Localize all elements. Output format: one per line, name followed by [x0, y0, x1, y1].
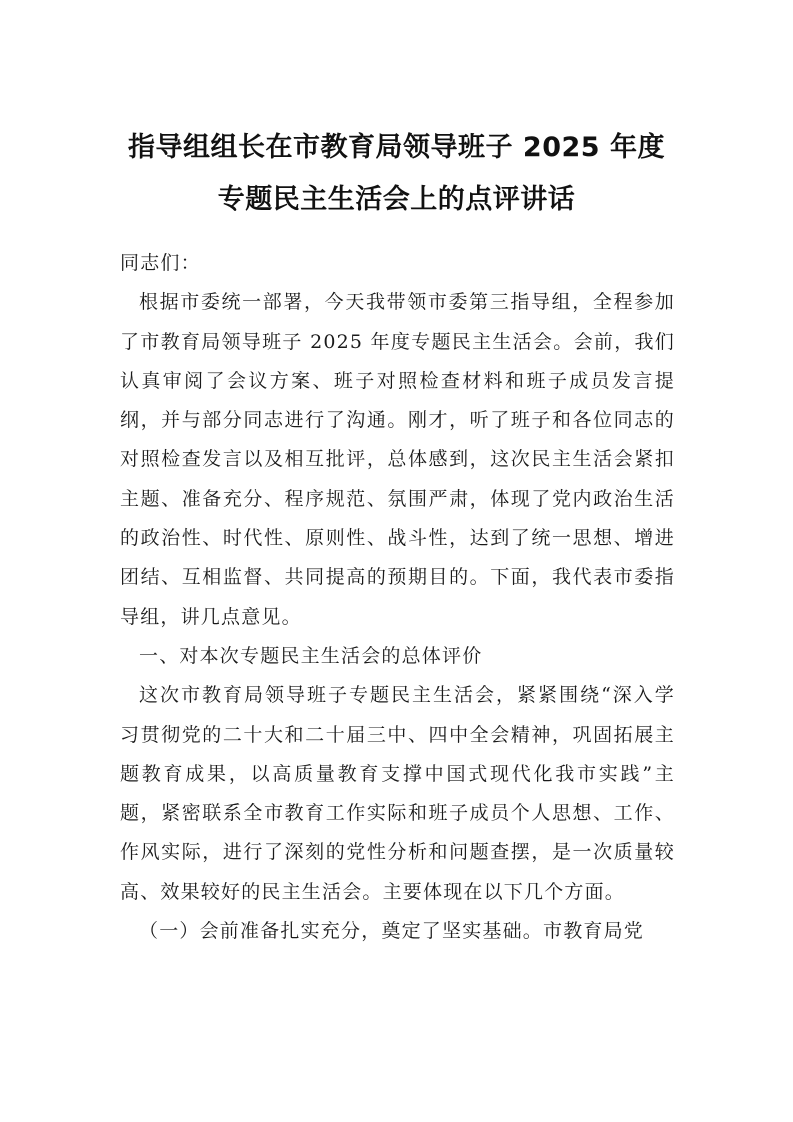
section-heading-1: 一、对本次专题民主生活会的总体评价: [139, 644, 483, 667]
salutation: 同志们：: [120, 252, 201, 274]
paragraph-evaluation: 这次市教育局领导班子专题民主生活会，紧紧围绕“深入学习贯彻党的二十大和二十届三中、四中全会精神，巩固拓展主题教育成果，以高质量教育支撑中国式现代化我市实践”主题，紧密联系全市教育工作实际和班子成员个人思想、工作、作风实际，进行了深刻的党性分析和问题查摆，是一次质量较高、效果较好的民主生活会。主要体现在以下几个方面。: [120, 684, 675, 903]
title-line-2: 专题民主生活会上的点评讲话: [217, 184, 576, 215]
document-title: [100, 122, 693, 226]
paragraph-subsection-1: （一）会前准备扎实充分，奠定了坚实基础。市教育局党: [139, 920, 645, 943]
paragraph-intro: 根据市委统一部署，今天我带领市委第三指导组，全程参加了市教育局领导班子 2025 年度专题民主生活会。会前，我们认真审阅了会议方案、班子对照检查材料和班子成员发言提纲，并与部分同志进行了沟通。刚才，听了班子和各位同志的对照检查发言以及相互批评，总体感到，这次民主生活会紧扣主题、准备充分、程序规范、氛围严肃，体现了党内政治生活的政治性、时代性、原则性、战斗性，达到了统一思想、增进团结、互相监督、共同提高的预期目的。下面，我代表市委指导组，讲几点意见。: [120, 291, 675, 628]
document-body: [120, 244, 675, 951]
title-line-1: 指导组组长在市教育局领导班子 2025 年度: [128, 132, 665, 163]
